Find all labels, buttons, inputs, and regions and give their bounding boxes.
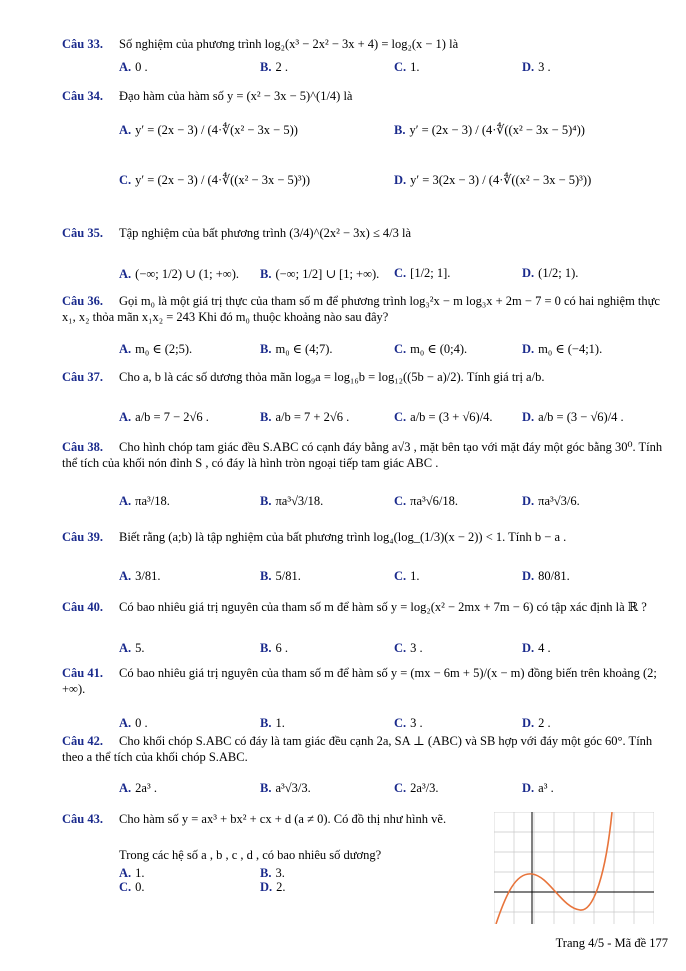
question-text: Có bao nhiêu giá trị nguyên của tham số m để hàm số y = log₂(x² − 2mx + 7m − 6) có tập xác định là ℝ ? [119, 600, 647, 614]
option-d: D. m₀ ∈ (−4;1). [522, 342, 603, 356]
option-b: B. 1. [260, 716, 285, 730]
option-c: C. πa³√6/18. [394, 494, 458, 508]
option-a: A. m₀ ∈ (2;5). [119, 342, 193, 356]
question-40 [62, 600, 668, 616]
question-34 [62, 89, 668, 105]
option-a: A. πa³/18. [119, 494, 170, 508]
question-text: Trong các hệ số a , b , c , d , có bao nhiêu số dương? [119, 848, 382, 862]
question-36 [62, 294, 668, 325]
option-d: D. (1/2; 1). [522, 266, 579, 280]
option-b: B. a/b = 7 + 2√6 . [260, 410, 350, 424]
question-text: Có bao nhiêu giá trị nguyên của tham số m để hàm số y = (mx − 6m + 5)/(x − m) đồng biến trên khoảng (2; +∞). [62, 666, 657, 696]
question-number: Câu 40. [62, 600, 103, 614]
question-text: Cho a, b là các số dương thỏa mãn log₉a = log₁₆b = log₁₂((5b − a)/2). Tính giá trị a/b. [119, 370, 545, 384]
question-text: Cho hình chóp tam giác đều S.ABC có cạnh đáy bằng a√3 , mặt bên tạo với mặt đáy một góc bằng 30⁰. Tính thể tích của khối nón đỉnh S , có đáy là hình tròn ngoại tiếp tam giác ABC . [62, 440, 663, 470]
option-c: C. 3 . [394, 716, 423, 730]
option-c: C. 3 . [394, 641, 423, 655]
question-43-subtext [62, 848, 490, 864]
option-b: B. πa³√3/18. [260, 494, 324, 508]
option-b: B. 3. [260, 866, 285, 880]
option-b: B. 6 . [260, 641, 288, 655]
option-d: D. y′ = 3(2x − 3) / (4·∜((x² − 3x − 5)³)) [394, 173, 592, 187]
question-number: Câu 42. [62, 734, 103, 748]
option-b: B. y′ = (2x − 3) / (4·∜((x² − 3x − 5)⁴)) [394, 123, 585, 137]
question-number: Câu 33. [62, 37, 103, 51]
cubic-graph [494, 812, 654, 924]
option-a: A. 5. [119, 641, 145, 655]
question-number: Câu 41. [62, 666, 103, 680]
option-d: D. 3 . [522, 60, 551, 74]
question-41 [62, 666, 668, 697]
option-a: A. 3/81. [119, 569, 161, 583]
option-c: C. 1. [394, 60, 420, 74]
option-c: C. [1/2; 1]. [394, 266, 451, 280]
option-c: C. m₀ ∈ (0;4). [394, 342, 468, 356]
question-text: Cho hàm số y = ax³ + bx² + cx + d (a ≠ 0). Có đồ thị như hình vẽ. [119, 812, 447, 826]
option-a: A. 1. [119, 866, 145, 880]
option-c: C. 0. [119, 880, 145, 894]
option-d: D. a/b = (3 − √6)/4 . [522, 410, 624, 424]
option-b: B. a³√3/3. [260, 781, 311, 795]
option-d: D. a³ . [522, 781, 554, 795]
option-a: A. 0 . [119, 60, 148, 74]
question-number: Câu 38. [62, 440, 103, 454]
option-a: A. y′ = (2x − 3) / (4·∜(x² − 3x − 5)) [119, 123, 298, 137]
question-text: Tập nghiệm của bất phương trình (3/4)^(2x² − 3x) ≤ 4/3 là [119, 226, 412, 240]
option-a: A. 2a³ . [119, 781, 157, 795]
question-38 [62, 440, 668, 471]
question-43 [62, 812, 490, 828]
question-number: Câu 36. [62, 294, 103, 308]
option-a: A. (−∞; 1/2) ∪ (1; +∞). [119, 267, 239, 281]
question-number: Câu 37. [62, 370, 103, 384]
question-37 [62, 370, 668, 386]
question-35 [62, 226, 668, 242]
option-b: B. m₀ ∈ (4;7). [260, 342, 333, 356]
question-text: Số nghiệm của phương trình log₂(x³ − 2x² − 3x + 4) = log₂(x − 1) là [119, 37, 459, 51]
question-39 [62, 530, 668, 546]
option-c: C. y′ = (2x − 3) / (4·∜((x² − 3x − 5)³)) [119, 173, 310, 187]
option-b: B. 5/81. [260, 569, 301, 583]
question-text: Biết rằng (a;b) là tập nghiệm của bất phương trình log₄(log_(1/3)(x − 2)) < 1. Tính b − a . [119, 530, 567, 544]
question-number: Câu 35. [62, 226, 103, 240]
question-33 [62, 37, 668, 53]
option-b: B. (−∞; 1/2] ∪ [1; +∞). [260, 267, 380, 281]
question-number: Câu 43. [62, 812, 103, 826]
option-c: C. 1. [394, 569, 420, 583]
option-b: B. 2 . [260, 60, 288, 74]
question-number: Câu 34. [62, 89, 103, 103]
option-a: A. a/b = 7 − 2√6 . [119, 410, 209, 424]
page-footer: Trang 4/5 - Mã đề 177 [555, 936, 668, 950]
option-c: C. a/b = (3 + √6)/4. [394, 410, 493, 424]
question-42 [62, 734, 668, 765]
question-number: Câu 39. [62, 530, 103, 544]
option-d: D. πa³√3/6. [522, 494, 580, 508]
option-d: D. 4 . [522, 641, 551, 655]
option-d: D. 2. [260, 880, 286, 894]
option-a: A. 0 . [119, 716, 148, 730]
graph-grid [494, 812, 654, 924]
question-text: Gọi m₀ là một giá trị thực của tham số m để phương trình log₃²x − m log₃x + 2m − 7 = 0 có hai nghiệm thực x₁, x₂ thỏa mãn x₁x₂ = 243 Khi đó m₀ thuộc khoảng nào sau đây? [62, 294, 660, 324]
option-d: D. 2 . [522, 716, 551, 730]
option-d: D. 80/81. [522, 569, 570, 583]
option-c: C. 2a³/3. [394, 781, 439, 795]
question-text: Cho khối chóp S.ABC có đáy là tam giác đều cạnh 2a, SA ⊥ (ABC) và SB hợp với đáy một góc 60°. Tính theo a thể tích của khối chóp S.ABC. [62, 734, 653, 764]
question-text: Đạo hàm của hàm số y = (x² − 3x − 5)^(1/4) là [119, 89, 353, 103]
